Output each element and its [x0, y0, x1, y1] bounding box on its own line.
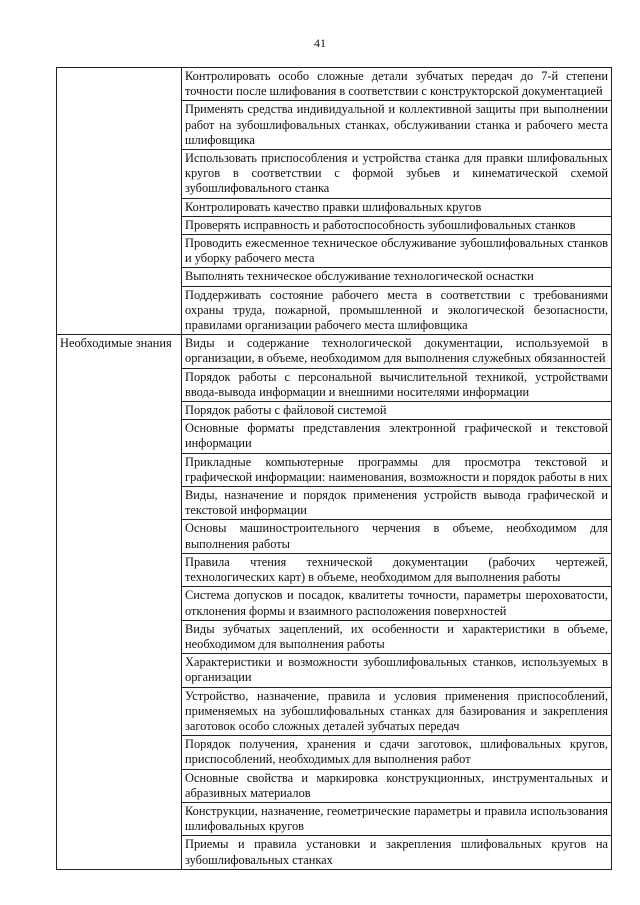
requirement-text: Использовать приспособления и устройства станка для правки шлифовальных кругов в соответствии с формой зубьев и кинематической схемой зубошлифовального станка [185, 151, 608, 196]
requirement-text: Контролировать особо сложные детали зубчатых передач до 7-й степени точности после шлифования в соответствии с конструкторской документацией [185, 69, 608, 99]
requirement-cell [182, 268, 612, 286]
requirement-cell [182, 198, 612, 216]
table-row [57, 335, 612, 368]
requirement-text: Виды, назначение и порядок применения устройств вывода графической и текстовой информации [185, 488, 608, 518]
requirement-cell [182, 453, 612, 486]
page-number: 41 [314, 36, 326, 50]
requirement-cell [182, 520, 612, 553]
requirement-text: Применять средства индивидуальной и коллективной защиты при выполнении работ на зубошлифовальных станках, обслуживании станка и рабочего места шлифовщика [185, 102, 608, 147]
requirement-cell [182, 553, 612, 586]
requirement-text: Поддерживать состояние рабочего места в соответствии с требованиями охраны труда, пожарной, промышленной и экологической безопасности, правилами организации рабочего места шлифовщика [185, 287, 608, 333]
requirement-cell [182, 736, 612, 769]
section-label-cell [57, 68, 182, 335]
requirement-text: Основные свойства и маркировка конструкционных, инструментальных и абразивных материалов [185, 770, 608, 800]
requirement-text: Основы машиностроительного черчения в объеме, необходимом для выполнения работы [185, 521, 608, 551]
requirement-cell [182, 587, 612, 620]
requirement-cell [182, 620, 612, 653]
requirement-cell [182, 150, 612, 199]
requirement-text: Основные форматы представления электронной графической и текстовой информации [185, 421, 608, 451]
requirements-table [56, 67, 612, 870]
requirement-text: Конструкции, назначение, геометрические параметры и правила использования шлифовальных кругов [185, 803, 608, 834]
requirement-cell [182, 216, 612, 234]
requirement-cell [182, 769, 612, 802]
requirement-text: Порядок работы с файловой системой [185, 403, 387, 418]
requirement-text: Виды и содержание технологической документации, используемой в организации, в объеме, необходимом для выполнения служебных обязанностей [185, 336, 608, 366]
requirement-text: Проверять исправность и работоспособность зубошлифовальных станков [185, 217, 576, 232]
requirement-cell [182, 235, 612, 268]
requirement-text: Виды зубчатых зацеплений, их особенности и характеристики в объеме, необходимом для выполнения работы [185, 621, 608, 651]
requirement-text: Правила чтения технической документации (рабочих чертежей, технологических карт) в объеме, необходимом для выполнения работы [185, 554, 608, 585]
requirement-text: Порядок получения, хранения и сдачи заготовок, шлифовальных кругов, приспособлений, необходимых для выполнения работ [185, 737, 608, 767]
requirement-cell [182, 335, 612, 368]
table-row [57, 68, 612, 101]
requirement-text: Система допусков и посадок, квалитеты точности, параметры шероховатости, отклонения формы и взаимного расположения поверхностей [185, 588, 608, 618]
requirement-cell [182, 836, 612, 869]
requirement-text: Контролировать качество правки шлифовальных кругов [185, 199, 482, 214]
requirement-text: Порядок работы с персональной вычислительной техникой, устройствами ввода-вывода информации и внешними носителями информации [185, 369, 608, 399]
requirement-cell [182, 802, 612, 835]
requirement-text: Выполнять техническое обслуживание технологической оснастки [185, 269, 534, 284]
requirement-cell [182, 687, 612, 736]
table-body [57, 68, 612, 870]
requirement-text: Устройство, назначение, правила и условия применения приспособлений, применяемых на зубошлифовальных станках для базирования и закрепления заготовок особо сложных деталей зубчатых передач [185, 688, 608, 733]
requirement-cell [182, 420, 612, 453]
section-label: Необходимые знания [60, 336, 172, 351]
requirement-cell [182, 487, 612, 520]
requirement-cell [182, 101, 612, 150]
requirement-cell [182, 368, 612, 401]
requirement-text: Приемы и правила установки и закрепления шлифовальных кругов на зубошлифовальных станках [185, 837, 608, 867]
requirement-cell [182, 654, 612, 687]
requirement-cell [182, 68, 612, 101]
requirement-text: Прикладные компьютерные программы для просмотра текстовой и графической информации: наименования, возможности и порядок работы в них [185, 454, 608, 484]
requirement-text: Проводить ежесменное техническое обслуживание зубошлифовальных станков и уборку рабочего места [185, 236, 608, 266]
requirement-cell [182, 286, 612, 335]
requirement-text: Характеристики и возможности зубошлифовальных станков, используемых в организации [185, 655, 608, 685]
requirement-cell [182, 402, 612, 420]
section-label-cell [57, 335, 182, 870]
